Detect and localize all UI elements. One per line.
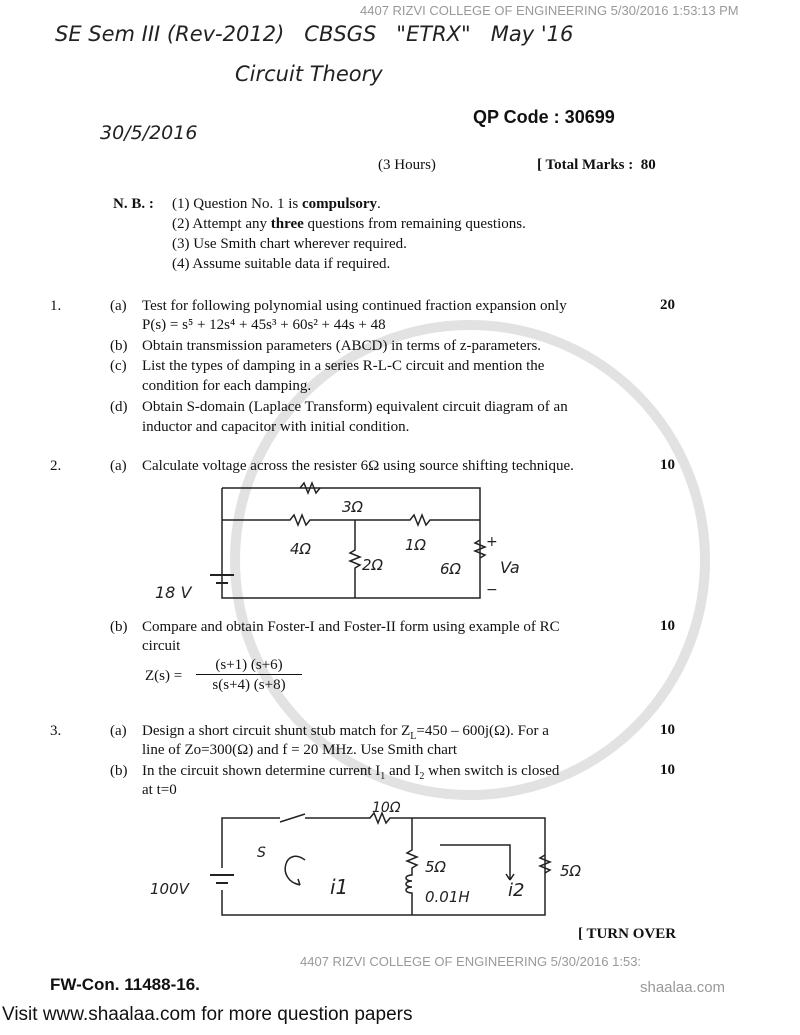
equation-lhs: Z(s) = <box>145 668 183 684</box>
label-r-load: 6Ω <box>440 560 462 578</box>
nb-label: N. B. : <box>113 196 154 212</box>
equation-numerator: (s+1) (s+6) <box>196 657 302 675</box>
label-output: Va <box>500 558 520 577</box>
question-number: 3. <box>50 723 62 739</box>
marks: 20 <box>660 297 675 313</box>
part-label: (d) <box>110 399 128 415</box>
polynomial: P(s) = s⁵ + 12s⁴ + 45s³ + 60s² + 44s + 48 <box>142 317 386 333</box>
question-text: Obtain transmission parameters (ABCD) in terms of z-parameters. <box>142 338 542 354</box>
marks: 10 <box>660 618 675 634</box>
nb-item-text: Use Smith chart wherever required. <box>193 236 407 252</box>
part-label: (a) <box>110 298 127 314</box>
question-text: inductor and capacitor with initial condition. <box>142 419 410 435</box>
marks: 10 <box>660 762 675 778</box>
question-text: Obtain S-domain (Laplace Transform) equivalent circuit diagram of an <box>142 399 568 415</box>
watermark-text: 4407 RIZVI COLLEGE OF ENGINEERING 5/30/2016 1:53: <box>300 954 642 969</box>
label-source: 18 V <box>155 583 192 602</box>
label-r-series: 10Ω <box>372 800 401 816</box>
part-label: (a) <box>110 723 127 739</box>
question-text: In the circuit shown determine current $I_1$ and $I_2$ when switch is closed <box>142 763 560 782</box>
question-text: line of Zo=300(Ω) and f = 20 MHz. Use Smith chart <box>142 742 458 758</box>
part-label: (c) <box>110 358 127 374</box>
nb-item-number: (4) <box>172 256 193 272</box>
label-minus: − <box>486 582 498 598</box>
label-r-mid: 2Ω <box>362 556 384 574</box>
nb-item-emphasis: three <box>270 216 304 232</box>
nb-item-number: (2) <box>172 216 193 232</box>
total-marks: [ Total Marks : 80 <box>537 157 656 173</box>
question-text: Test for following polynomial using continued fraction expansion only <box>142 298 567 314</box>
nb-item-text: . <box>377 196 381 212</box>
part-label: (b) <box>110 619 128 635</box>
marks: 10 <box>660 722 675 738</box>
label-switch: S <box>257 845 266 861</box>
label-i2: i2 <box>508 880 525 901</box>
nb-item-number: (1) <box>172 196 194 212</box>
question-text: Calculate voltage across the resister 6Ω using source shifting technique. <box>142 458 574 474</box>
question-text: Compare and obtain Foster-I and Foster-II form using example of RC <box>142 619 560 635</box>
part-label: (a) <box>110 458 127 474</box>
nb-item-text: Assume suitable data if required. <box>192 256 391 272</box>
label-r-right: 1Ω <box>405 536 427 554</box>
label-inductor: 0.01H <box>425 888 470 906</box>
site-footer-link[interactable]: Visit www.shaalaa.com for more question papers <box>2 1004 413 1025</box>
turn-over: [ TURN OVER <box>578 926 677 942</box>
handwritten-date: 30/5/2016 <box>100 122 198 144</box>
handwritten-header: SE Sem III (Rev-2012) CBSGS "ETRX" May '16 <box>55 22 574 46</box>
nb-item-text: questions from remaining questions. <box>303 216 526 232</box>
label-r-left: 4Ω <box>290 540 312 558</box>
label-r-right: 5Ω <box>560 862 582 880</box>
nb-item <box>172 255 526 274</box>
duration: (3 Hours) <box>378 157 436 173</box>
question-text: circuit <box>142 638 181 654</box>
part-label: (b) <box>110 338 128 354</box>
label-i1: i1 <box>330 875 349 899</box>
label-source: 100V <box>150 880 189 898</box>
question-number: 2. <box>50 458 62 474</box>
nb-item <box>172 215 526 234</box>
qp-code: QP Code : 30699 <box>473 107 615 127</box>
question-text: condition for each damping. <box>142 378 312 394</box>
nb-item <box>172 235 526 254</box>
nb-item-text: Question No. 1 is <box>193 196 302 212</box>
marks: 10 <box>660 457 675 473</box>
part-label: (b) <box>110 763 128 779</box>
nb-item-number: (3) <box>172 236 194 252</box>
question-number: 1. <box>50 298 62 314</box>
nb-list <box>172 195 526 275</box>
question-text: at t=0 <box>142 782 177 798</box>
circuit-diagram-2 <box>200 800 570 920</box>
question-text: Design a short circuit shunt stub match for $Z_L=450 - 600j(\Omega)$. For a <box>142 723 549 742</box>
nb-item-text: Attempt any <box>192 216 271 232</box>
label-plus: + <box>486 534 498 550</box>
footer-code: FW-Con. 11488-16. <box>50 975 200 994</box>
nb-item-emphasis: compulsory <box>302 196 377 212</box>
watermark-logo: shaalaa.com <box>640 979 726 996</box>
equation-denominator: s(s+4) (s+8) <box>212 677 286 693</box>
watermark-text-2: 4407 RIZVI COLLEGE OF ENGINEERING 5/30/2016 1:53:13 PM <box>360 3 739 18</box>
nb-item <box>172 195 526 214</box>
label-r-mid: 5Ω <box>425 858 447 876</box>
circuit-diagram-1 <box>150 480 530 610</box>
handwritten-subject: Circuit Theory <box>235 62 383 86</box>
question-text: List the types of damping in a series R-L-C circuit and mention the <box>142 358 545 374</box>
label-r-top: 3Ω <box>342 498 364 516</box>
